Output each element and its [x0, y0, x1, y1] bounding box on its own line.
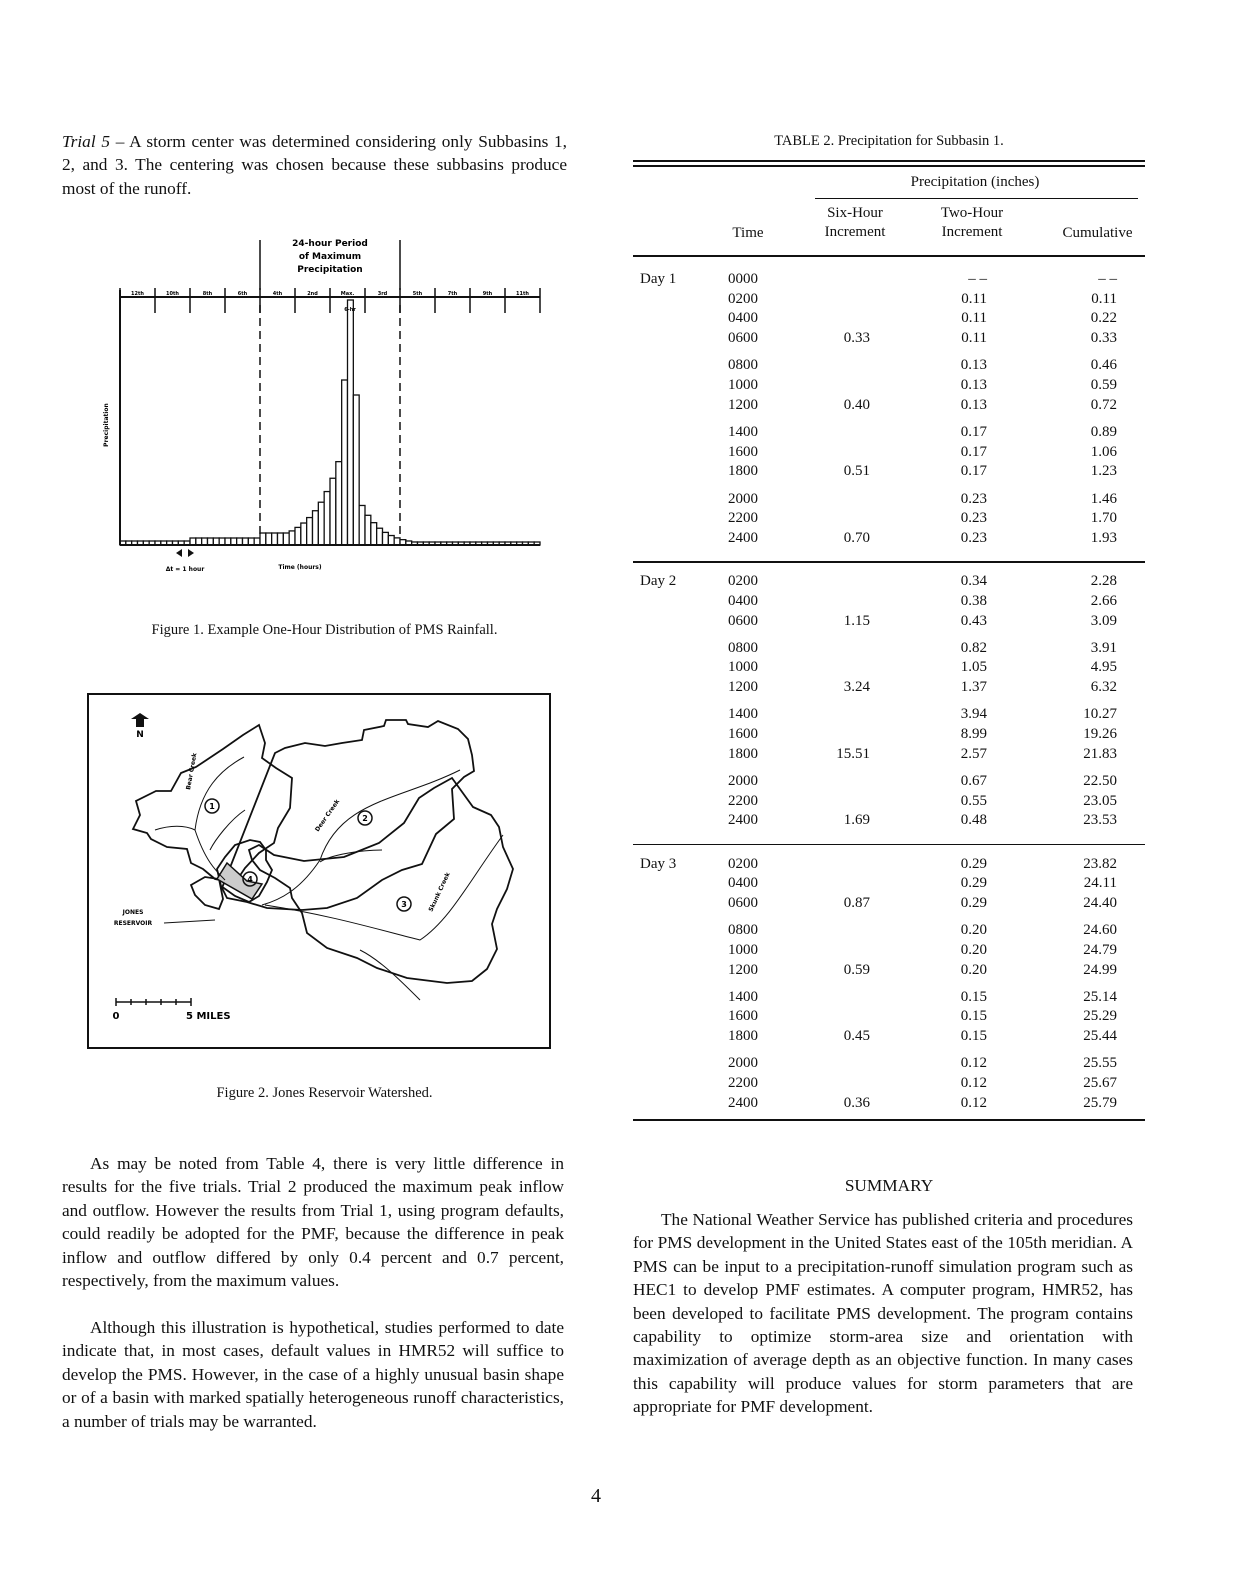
cumulative-cell: 24.99 — [1083, 961, 1117, 978]
histogram-bar — [353, 395, 359, 545]
cumulative-cell: 0.46 — [1090, 357, 1117, 374]
summary-heading: SUMMARY — [844, 1176, 934, 1195]
figure-2-caption: Figure 2. Jones Reservoir Watershed. — [216, 1085, 433, 1101]
cumulative-cell: 0.22 — [1090, 310, 1117, 327]
cumulative-cell: 1.06 — [1090, 443, 1117, 460]
time-cell: 1600 — [728, 726, 758, 742]
time-cell: 0600 — [728, 330, 758, 347]
period-label: 3rd — [377, 291, 388, 297]
jones-reservoir-hatched-area — [217, 863, 262, 899]
x-axis-label: Time (hours) — [278, 564, 322, 571]
time-cell: 2200 — [728, 510, 758, 527]
header-line: Increment — [824, 224, 886, 240]
two-hour-cell: 1.37 — [960, 679, 987, 696]
cumulative-cell: 1.93 — [1090, 529, 1117, 546]
cumulative-cell: – – — [1098, 271, 1117, 287]
histogram-bar — [266, 533, 272, 545]
six-hour-cell: 0.51 — [843, 463, 870, 480]
two-hour-cell: 0.23 — [960, 490, 987, 507]
cumulative-cell: 24.60 — [1083, 922, 1117, 939]
cumulative-cell: 0.72 — [1090, 396, 1117, 413]
two-hour-cell: 0.11 — [961, 310, 987, 327]
two-hour-cell: 0.55 — [960, 792, 987, 809]
two-hour-cell: 0.12 — [960, 1094, 987, 1111]
subbasin-label: 4 — [247, 875, 253, 884]
figure-1-histogram — [95, 228, 555, 578]
summary-text: The National Weather Service has published criteria and procedures for PMS development in the United States east of the 105th meridian. A PMS can be input to a precipitation-runoff simulation program such as HEC1 to develop PMF estimates. A computer program, HMR52, has been developed to facilitate PMS development. The program contains capability to optimize storm-area size and orientation with maximization of average depth as an objective function. In many cases this capability will produce values for storm parameters that are appropriate for PMF development. — [633, 1210, 1133, 1417]
precipitation-group-header: Precipitation (inches) — [910, 174, 1040, 190]
two-hour-cell: 0.38 — [960, 592, 987, 609]
subbasin-label: 3 — [401, 900, 407, 909]
time-cell: 1000 — [728, 377, 758, 393]
subbasin-label: 2 — [362, 814, 368, 823]
north-label: N — [136, 730, 144, 740]
cumulative-cell: 0.11 — [1091, 290, 1117, 307]
histogram-bar — [394, 538, 400, 545]
scale-start-label: 0 — [112, 1011, 120, 1022]
histogram-bar — [330, 478, 336, 545]
dt-arrows-icon — [176, 549, 194, 557]
time-cell: 0200 — [728, 573, 758, 590]
time-cell: 0600 — [728, 894, 758, 911]
cumulative-cell: 21.83 — [1083, 745, 1117, 762]
trial-5-text: – A storm center was determined considering only Subbasins 1, 2, and 3. The centering was chosen because these subbasins produce most of the runoff. — [62, 132, 568, 198]
histogram-bar — [254, 538, 260, 545]
period-label: 5th — [412, 291, 423, 297]
scale-end-label: 5 MILES — [186, 1011, 231, 1022]
time-cell: 1600 — [728, 443, 758, 460]
figure-2-watershed-map — [86, 690, 554, 1052]
time-cell: 1200 — [728, 679, 758, 696]
cumulative-cell: 25.29 — [1083, 1008, 1117, 1025]
six-hour-cell: 3.24 — [843, 679, 870, 696]
cumulative-cell: 3.91 — [1090, 639, 1117, 656]
two-hour-cell: 0.15 — [960, 1008, 987, 1025]
table-title: TABLE 2. Precipitation for Subbasin 1. — [774, 133, 1004, 149]
period-label: 11th — [516, 291, 529, 297]
time-cell: 0400 — [728, 310, 758, 327]
period-label: 4th — [272, 291, 283, 297]
six-hour-cell: 0.87 — [843, 894, 870, 911]
hypothetical-paragraph-text: Although this illustration is hypothetical, studies performed to date indicate that, in most cases, default values in HMR52 will suffice to develop the PMS. However, in the case of a highly unusual basin shape or of a basin with marked spatially heterogeneous runoff characteristics, a number of trials may be warranted. — [62, 1318, 564, 1431]
histogram-bar — [365, 515, 371, 545]
time-cell: 0600 — [728, 612, 758, 629]
cumulative-cell: 1.70 — [1090, 510, 1117, 527]
period-label: 2nd — [307, 291, 318, 297]
cumulative-cell: 0.59 — [1090, 377, 1117, 393]
histogram-bar — [208, 538, 214, 545]
two-hour-cell: 0.15 — [960, 988, 987, 1005]
six-hour-cell: 0.33 — [843, 330, 870, 347]
col-header-time: Time — [732, 225, 764, 241]
histogram-bar — [318, 502, 324, 545]
time-cell: 1400 — [728, 423, 758, 440]
y-axis-label: Precipitation — [103, 403, 110, 447]
two-hour-cell: 0.29 — [960, 894, 987, 911]
histogram-bar — [196, 538, 202, 545]
two-hour-cell: 1.05 — [960, 659, 987, 676]
time-cell: 1200 — [728, 961, 758, 978]
cumulative-cell: 1.23 — [1090, 463, 1117, 480]
histogram-bar — [248, 538, 254, 545]
header-line: Two-Hour — [940, 205, 1004, 221]
time-cell: 2200 — [728, 792, 758, 809]
six-hour-cell: 1.69 — [843, 812, 870, 829]
period-label: 6th — [237, 291, 248, 297]
day-label: Day 3 — [640, 855, 677, 872]
histogram-bar — [388, 536, 394, 545]
histogram-bar — [383, 532, 389, 545]
figure-1-caption: Figure 1. Example One-Hour Distribution of PMS Rainfall. — [151, 622, 498, 638]
time-cell: 1000 — [728, 941, 758, 958]
period-label: 7th — [447, 291, 458, 297]
period-header-line: of Maximum — [298, 252, 362, 262]
time-cell: 1400 — [728, 988, 758, 1005]
two-hour-cell: – – — [968, 271, 987, 287]
cumulative-cell: 0.89 — [1090, 423, 1117, 440]
histogram-bars — [120, 300, 540, 545]
cumulative-cell: 23.82 — [1083, 855, 1117, 872]
period-label: 8th — [202, 291, 213, 297]
histogram-bar — [295, 527, 301, 545]
cumulative-cell: 2.28 — [1090, 573, 1117, 590]
histogram-bar — [219, 538, 225, 545]
histogram-bar — [202, 538, 208, 545]
period-label: Max. — [340, 291, 355, 297]
time-cell: 1000 — [728, 659, 758, 676]
day-label: Day 1 — [640, 271, 677, 287]
two-hour-cell: 0.15 — [960, 1028, 987, 1045]
trial-5-label: Trial 5 — [62, 132, 110, 151]
two-hour-cell: 2.57 — [960, 745, 987, 762]
two-hour-cell: 0.13 — [960, 357, 987, 374]
histogram-bar — [301, 523, 307, 545]
cumulative-cell: 25.44 — [1083, 1028, 1117, 1045]
col-header-cumulative: Cumulative — [1062, 225, 1133, 241]
two-hour-cell: 0.17 — [960, 423, 987, 440]
two-hour-cell: 0.48 — [960, 812, 987, 829]
period-label: 10th — [166, 291, 179, 297]
two-hour-cell: 0.11 — [961, 290, 987, 307]
six-hour-cell: 0.70 — [843, 529, 870, 546]
histogram-bar — [336, 462, 342, 545]
cumulative-cell: 23.05 — [1083, 792, 1117, 809]
cumulative-cell: 1.46 — [1090, 490, 1117, 507]
two-hour-cell: 0.23 — [960, 529, 987, 546]
time-cell: 2400 — [728, 812, 758, 829]
time-cell: 1800 — [728, 463, 758, 480]
subbasin-label: 1 — [209, 802, 215, 811]
period-header-line: Precipitation — [297, 265, 363, 275]
header-line: Six-Hour — [827, 205, 883, 221]
two-hour-cell: 0.12 — [960, 1055, 987, 1072]
time-cell: 0200 — [728, 855, 758, 872]
cumulative-cell: 25.79 — [1083, 1094, 1117, 1111]
cumulative-cell: 0.33 — [1090, 330, 1117, 347]
six-hour-cell: 0.45 — [843, 1028, 870, 1045]
cumulative-cell: 3.09 — [1090, 612, 1117, 629]
two-hour-cell: 0.20 — [960, 961, 987, 978]
cumulative-cell: 6.32 — [1090, 679, 1117, 696]
two-hour-cell: 3.94 — [960, 706, 987, 723]
histogram-bar — [359, 505, 365, 545]
time-cell: 0800 — [728, 639, 758, 656]
reservoir-label: RESERVOIR — [113, 920, 153, 927]
histogram-bar — [371, 523, 377, 545]
six-hour-cell: 15.51 — [836, 745, 870, 762]
cumulative-cell: 24.40 — [1083, 894, 1117, 911]
time-cell: 1800 — [728, 745, 758, 762]
scale-bar — [116, 998, 191, 1006]
header-line: Increment — [941, 224, 1003, 240]
histogram-bar — [243, 538, 249, 545]
time-cell: 1200 — [728, 396, 758, 413]
histogram-bar — [348, 300, 354, 545]
cumulative-cell: 25.67 — [1083, 1075, 1117, 1091]
col-header-two-hour — [922, 204, 1022, 242]
time-cell: 2400 — [728, 1094, 758, 1111]
histogram-bar — [272, 533, 278, 545]
two-hour-cell: 0.20 — [960, 922, 987, 939]
cumulative-cell: 4.95 — [1090, 659, 1117, 676]
cumulative-cell: 19.26 — [1083, 726, 1117, 742]
two-hour-cell: 0.23 — [960, 510, 987, 527]
two-hour-cell: 0.34 — [960, 573, 987, 590]
time-cell: 1400 — [728, 706, 758, 723]
two-hour-cell: 0.17 — [960, 463, 987, 480]
cumulative-cell: 23.53 — [1083, 812, 1117, 829]
two-hour-cell: 0.43 — [960, 612, 987, 629]
histogram-bar — [225, 538, 231, 545]
hypothetical-paragraph — [62, 1316, 564, 1433]
six-hour-cell: 0.59 — [843, 961, 870, 978]
cumulative-cell: 24.11 — [1083, 875, 1117, 892]
histogram-bar — [289, 531, 295, 545]
two-hour-cell: 0.13 — [960, 377, 987, 393]
cumulative-cell: 22.50 — [1083, 772, 1117, 789]
cumulative-cell: 24.79 — [1083, 941, 1117, 958]
two-hour-cell: 0.11 — [961, 330, 987, 347]
histogram-bar — [260, 533, 266, 545]
north-arrow-icon — [131, 713, 149, 727]
period-header-line: 24-hour Period — [292, 239, 368, 249]
results-paragraph — [62, 1152, 564, 1292]
two-hour-cell: 0.12 — [960, 1075, 987, 1091]
time-cell: 2200 — [728, 1075, 758, 1091]
cumulative-cell: 2.66 — [1090, 592, 1117, 609]
creek-label: Skunk Creek — [427, 871, 452, 913]
histogram-bar — [377, 528, 383, 545]
day-label: Day 2 — [640, 573, 677, 590]
histogram-bar — [213, 538, 219, 545]
cumulative-cell: 25.14 — [1083, 988, 1117, 1005]
trial-5-paragraph — [62, 130, 567, 200]
histogram-bar — [324, 492, 330, 545]
two-hour-cell: 0.82 — [960, 639, 987, 656]
six-hour-cell: 0.36 — [843, 1094, 870, 1111]
time-cell: 2000 — [728, 1055, 758, 1072]
six-hour-cell: 1.15 — [843, 612, 870, 629]
time-cell: 0400 — [728, 592, 758, 609]
results-paragraph-text: As may be noted from Table 4, there is very little difference in results for the five trials. Trial 2 produced the maximum peak inflow and outflow. However the results from Trial 1, using program defaults, could readily be adopted for the PMF, because the difference in peak inflow and outflow differed by only 0.4 percent and 0.7 percent, respectively, from the maximum values. — [62, 1154, 564, 1291]
time-cell: 0000 — [728, 271, 758, 287]
cumulative-cell: 10.27 — [1083, 706, 1117, 723]
two-hour-cell: 0.17 — [960, 443, 987, 460]
two-hour-cell: 0.29 — [960, 875, 987, 892]
map-frame — [88, 694, 550, 1048]
creek-label: Bear Creek — [185, 752, 199, 791]
two-hour-cell: 0.29 — [960, 855, 987, 872]
time-cell: 1600 — [728, 1008, 758, 1025]
histogram-bar — [278, 533, 284, 545]
cumulative-cell: 25.55 — [1083, 1055, 1117, 1072]
period-label: 9th — [482, 291, 493, 297]
two-hour-cell: 0.20 — [960, 941, 987, 958]
two-hour-cell: 0.67 — [960, 772, 987, 789]
reservoir-label: JONES — [122, 909, 144, 916]
period-label: 12th — [131, 291, 144, 297]
histogram-bar — [283, 533, 289, 545]
histogram-bar — [307, 518, 313, 545]
histogram-bar — [190, 538, 196, 545]
two-hour-cell: 8.99 — [960, 726, 987, 742]
histogram-bar — [342, 380, 348, 545]
two-hour-cell: 0.13 — [960, 396, 987, 413]
creek-label: Deer Creek — [313, 798, 342, 834]
summary-paragraph — [633, 1208, 1133, 1419]
time-cell: 0200 — [728, 290, 758, 307]
time-cell: 0800 — [728, 922, 758, 939]
time-cell: 0800 — [728, 357, 758, 374]
time-cell: 2000 — [728, 490, 758, 507]
histogram-bar — [237, 538, 243, 545]
time-cell: 2400 — [728, 529, 758, 546]
histogram-bar — [313, 511, 319, 545]
page-number: 4 — [591, 1485, 601, 1507]
time-cell: 2000 — [728, 772, 758, 789]
dt-label: Δt = 1 hour — [165, 566, 205, 573]
col-header-six-hour — [805, 204, 905, 242]
six-hour-cell: 0.40 — [843, 396, 870, 413]
histogram-bar — [231, 538, 237, 545]
creek-lines — [155, 757, 503, 1000]
max-6hr-sublabel: 6-hr — [344, 307, 356, 313]
time-cell: 0400 — [728, 875, 758, 892]
time-cell: 1800 — [728, 1028, 758, 1045]
